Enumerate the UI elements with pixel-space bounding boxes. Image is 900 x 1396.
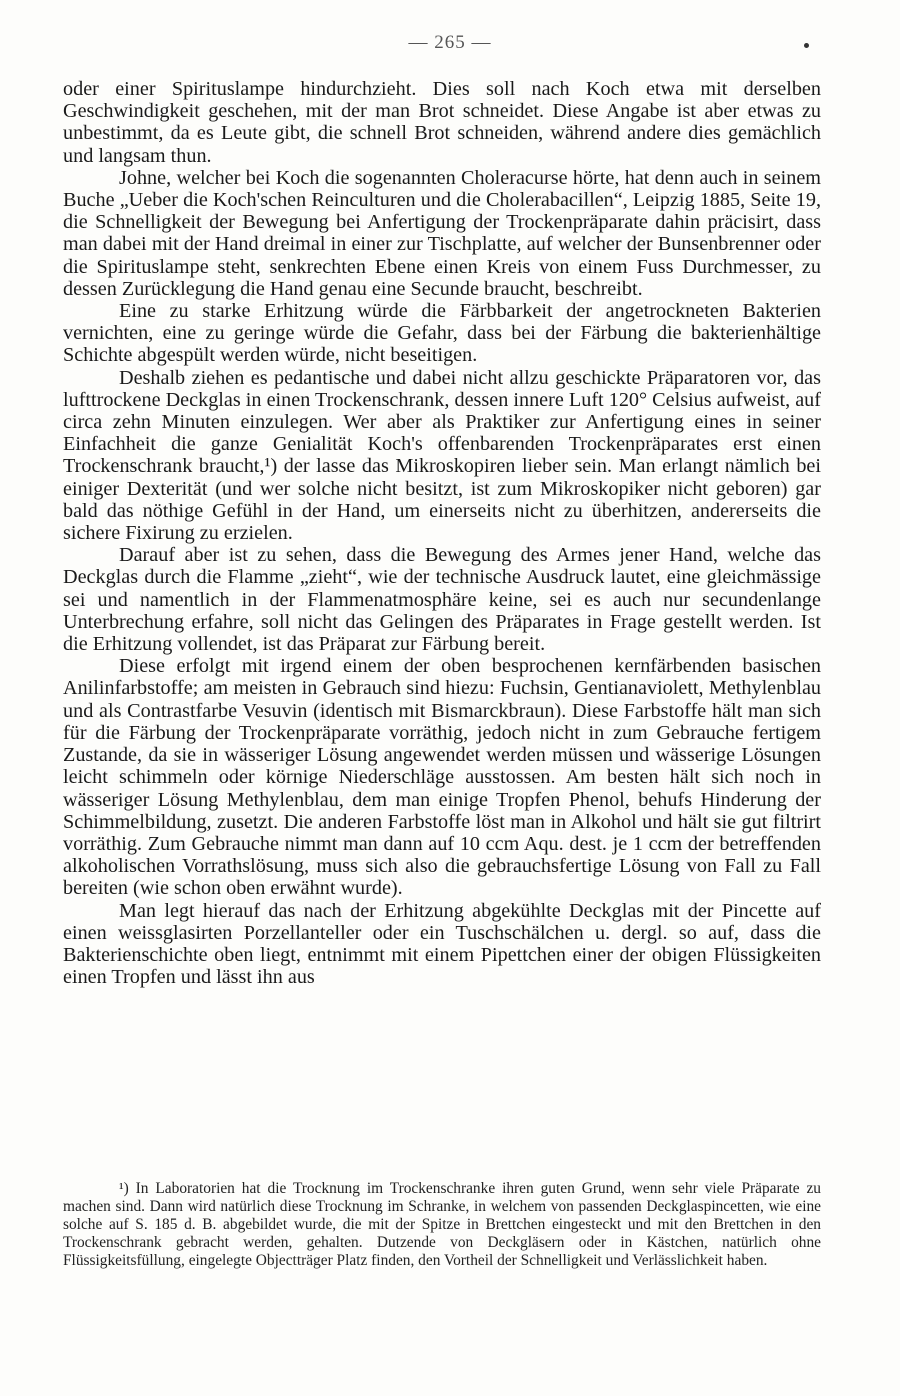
footnotes xyxy=(63,1180,821,1270)
paragraph-4: Deshalb ziehen es pedantische und dabei nicht allzu geschickte Präparatoren vor, das lufttrockene Deckglas in einen Trockenschrank, dessen innere Luft 120° Celsius aufweist, auf circa zehn Minuten einzulegen. Wer aber als Praktiker zur Anfertigung eines in seiner Einfachheit die ganze Genialität Koch's offenbarenden Trockenpräparates erst einen Trockenschrank braucht,¹) der lasse das Mikroskopiren lieber sein. Man erlangt nämlich bei einiger Dexterität (und wer solche nicht besitzt, ist zum Mikroskopiker nicht geboren) gar bald das nöthige Gefühl in der Hand, um einerseits nicht zu überhitzen, andererseits die sichere Fixirung zu erzielen. xyxy=(63,366,821,545)
paragraph-1: oder einer Spirituslampe hindurchzieht. Dies soll nach Koch etwa mit derselben Geschwindigkeit geschehen, mit der man Brot schneidet. Diese Angabe ist aber etwas zu unbestimmt, da es Leute gibt, die schnell Brot schneiden, während andere dies gemächlich und langsam thun. xyxy=(63,78,821,167)
paragraph-6: Diese erfolgt mit irgend einem der oben besprochenen kernfärbenden basischen Anilinfarbstoffe; am meisten in Gebrauch sind hiezu: Fuchsin, Gentianaviolett, Methylenblau und als Contrastfarbe Vesuvin (identisch mit Bismarckbraun). Diese Farbstoffe hält man sich für die Färbung der Trockenpräparate vorräthig, jedoch nicht in zum Gebrauche fertigem Zustande, da sie in wässeriger Lösung angewendet werden müssen und wässerige Lösungen leicht schimmeln oder körnige Niederschläge ausstossen. Am besten hält sich noch in wässeriger Lösung Methylenblau, dem man einige Tropfen Phenol, behufs Hinderung der Schimmelbildung, zusetzt. Die anderen Farbstoffe löst man in Alkohol und hält sie gut filtrirt vorräthig. Zum Gebrauche nimmt man dann auf 10 ccm Aqu. dest. je 1 ccm der betreffenden alkoholischen Vorrathslösung, muss sich also die gebrauchsfertige Lösung von Fall zu Fall bereiten (wie schon oben erwähnt wurde). xyxy=(63,655,821,900)
paragraph-7: Man legt hierauf das nach der Erhitzung abgekühlte Deckglas mit der Pincette auf einen weissglasirten Porzellanteller oder ein Tuschschälchen u. dergl. so auf, dass die Bakterienschichte oben liegt, entnimmt mit einem Pipettchen einer der obigen Flüssigkeiten einen Tropfen und lässt ihn aus xyxy=(63,899,821,989)
paragraph-3: Eine zu starke Erhitzung würde die Färbbarkeit der angetrockneten Bakterien vernichten, eine zu geringe würde die Gefahr, dass bei der Färbung die bakterienhältige Schichte abgespült werden würde, nicht beseitigen. xyxy=(63,300,821,367)
page-number: — 265 — xyxy=(408,32,492,53)
footnote-1: ¹) In Laboratorien hat die Trocknung im Trockenschranke ihren guten Grund, wenn sehr viele Präparate zu machen sind. Dann wird natürlich diese Trocknung im Schranke, in welchem von passenden Deckglaspincetten, wie eine solche auf S. 185 d. B. abgebildet wurde, die mit der Spitze in Brettchen eingesteckt und mit den Brettchen in den Trockenschrank gebracht werden, gehalten. Dutzende von Deckgläsern oder in Kästchen, natürlich ohne Flüssigkeitsfüllung, eingelegte Objectträger Platz finden, den Vortheil der Schnelligkeit und Verlässlichkeit haben. xyxy=(63,1180,821,1269)
paragraph-5: Darauf aber ist zu sehen, dass die Bewegung des Armes jener Hand, welche das Deckglas durch die Flamme „zieht“, wie der technische Ausdruck lautet, eine gleichmässige sei und namentlich in der Flammenatmosphäre keine, sei es auch nur secundenlange Unterbrechung erfahre, soll nicht das Gelingen des Präparates in Frage gestellt werden. Ist die Erhitzung vollendet, ist das Präparat zur Färbung bereit. xyxy=(63,544,821,656)
body-text xyxy=(63,78,821,988)
ink-speck xyxy=(804,43,809,48)
paragraph-2: Johne, welcher bei Koch die sogenannten Choleracurse hörte, hat denn auch in seinem Buche „Ueber die Koch'schen Reinculturen und die Cholerabacillen“, Leipzig 1885, Seite 19, die Schnelligkeit der Bewegung bei Anfertigung der Trockenpräparate dahin präcisirt, dass man dabei mit der Hand dreimal in einer zur Tischplatte, auf welcher der Bunsenbrenner oder die Spirituslampe steht, senkrechten Ebene einen Kreis von einem Fuss Durchmesser, zu dessen Zurücklegung die Hand genau eine Secunde braucht, beschreibt. xyxy=(63,166,821,300)
